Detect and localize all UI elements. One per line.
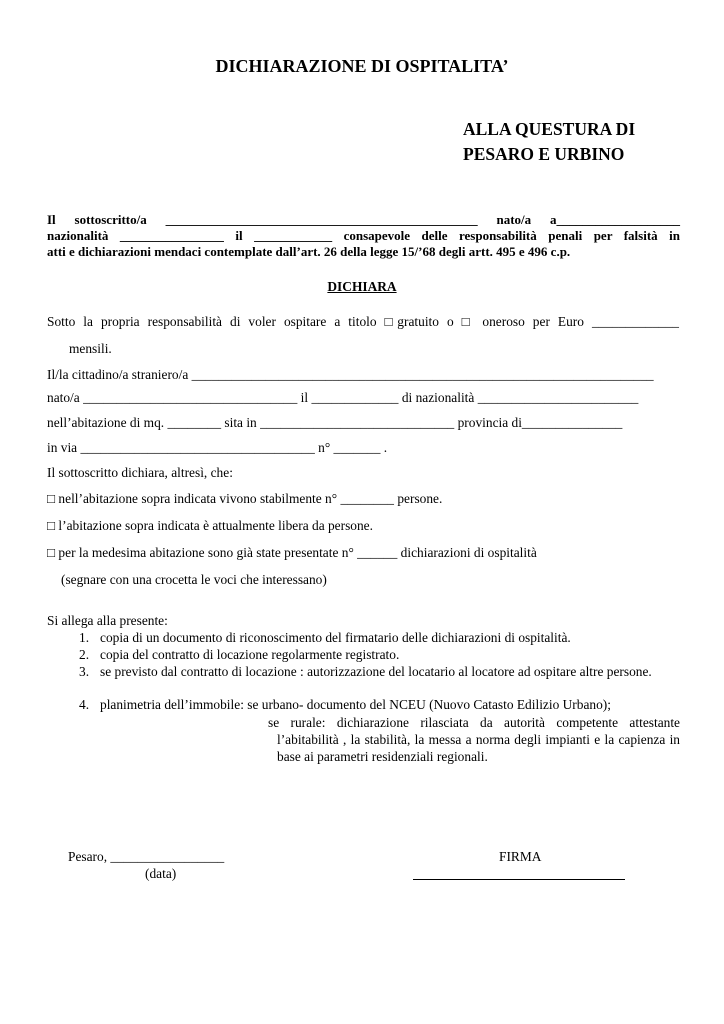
body-line-2: Il/la cittadino/a straniero/a _____________________________________________________________________ xyxy=(47,367,654,382)
list-item-text: planimetria dell’immobile: se urbano- documento del NCEU (Nuovo Catasto Edilizio Urbano); xyxy=(100,697,611,712)
list-item-number: 2. xyxy=(79,647,90,662)
date-label: (data) xyxy=(145,866,177,881)
list-item-number: 4. xyxy=(79,697,90,712)
intro-line-1: Il sottoscritto/a ________________________________________________ nato/a a___________________ xyxy=(47,212,680,227)
place-date-field: Pesaro, _________________ xyxy=(68,849,225,864)
intro-line-2: nazionalità ________________ il ____________ consapevole delle responsabilità penali per falsità in xyxy=(47,228,680,243)
body-line-3: nato/a ________________________________ il _____________ di nazionalità ________________________ xyxy=(47,390,639,405)
document-title: DICHIARAZIONE DI OSPITALITA’ xyxy=(215,56,509,76)
list-item-number: 3. xyxy=(79,664,90,679)
list-item-text: copia del contratto di locazione regolarmente registrato. xyxy=(100,647,400,662)
dichiara-heading: DICHIARA xyxy=(327,279,397,294)
checkbox-option-3: □ per la medesima abitazione sono già state presentate n° ______ dichiarazioni di ospitalità xyxy=(47,545,537,560)
list-item xyxy=(79,630,680,646)
list-item-text: se previsto dal contratto di locazione : autorizzazione del locatario al locatore ad ospitare altre persone. xyxy=(100,664,652,679)
intro-paragraph xyxy=(47,212,680,260)
signature-line xyxy=(413,879,625,880)
list-item-number: 1. xyxy=(79,630,90,645)
list-item xyxy=(79,697,680,713)
recipient-line-2: PESARO E URBINO xyxy=(463,144,625,164)
body-line-4: nell’abitazione di mq. ________ sita in _____________________________ provincia di_______________ xyxy=(47,415,623,430)
checkbox-option-1: □ nell’abitazione sopra indicata vivono stabilmente n° ________ persone. xyxy=(47,491,443,506)
list-item xyxy=(79,664,680,680)
checkbox-note: (segnare con una crocetta le voci che interessano) xyxy=(61,572,327,587)
list-item xyxy=(79,647,680,663)
recipient-line-1: ALLA QUESTURA DI xyxy=(463,119,636,139)
rural-clause: se rurale: dichiarazione rilasciata da autorità competente attestante l’abitabilità , la stabilità, la messa a norma degli impianti e la capienza in base ai parametri residenziali regionali. xyxy=(268,715,680,764)
checkbox-option-2: □ l’abitazione sopra indicata è attualmente libera da persone. xyxy=(47,518,373,533)
attachments-heading: Si allega alla presente: xyxy=(47,613,168,628)
signature-label: FIRMA xyxy=(499,849,542,864)
body-line-6: Il sottoscritto dichiara, altresì, che: xyxy=(47,465,233,480)
body-line-5: in via ___________________________________ n° _______ . xyxy=(47,440,388,455)
body-line-1b: mensili. xyxy=(69,341,112,356)
list-item-text: copia di un documento di riconoscimento del firmatario delle dichiarazioni di ospitalità. xyxy=(100,630,571,645)
body-line-1: Sotto la propria responsabilità di voler ospitare a titolo □gratuito o □ oneroso per Euro _____________ xyxy=(47,314,679,329)
intro-line-3: atti e dichiarazioni mendaci contemplate dall’art. 26 della legge 15/’68 degli artt. 495 e 496 c.p. xyxy=(47,244,571,259)
